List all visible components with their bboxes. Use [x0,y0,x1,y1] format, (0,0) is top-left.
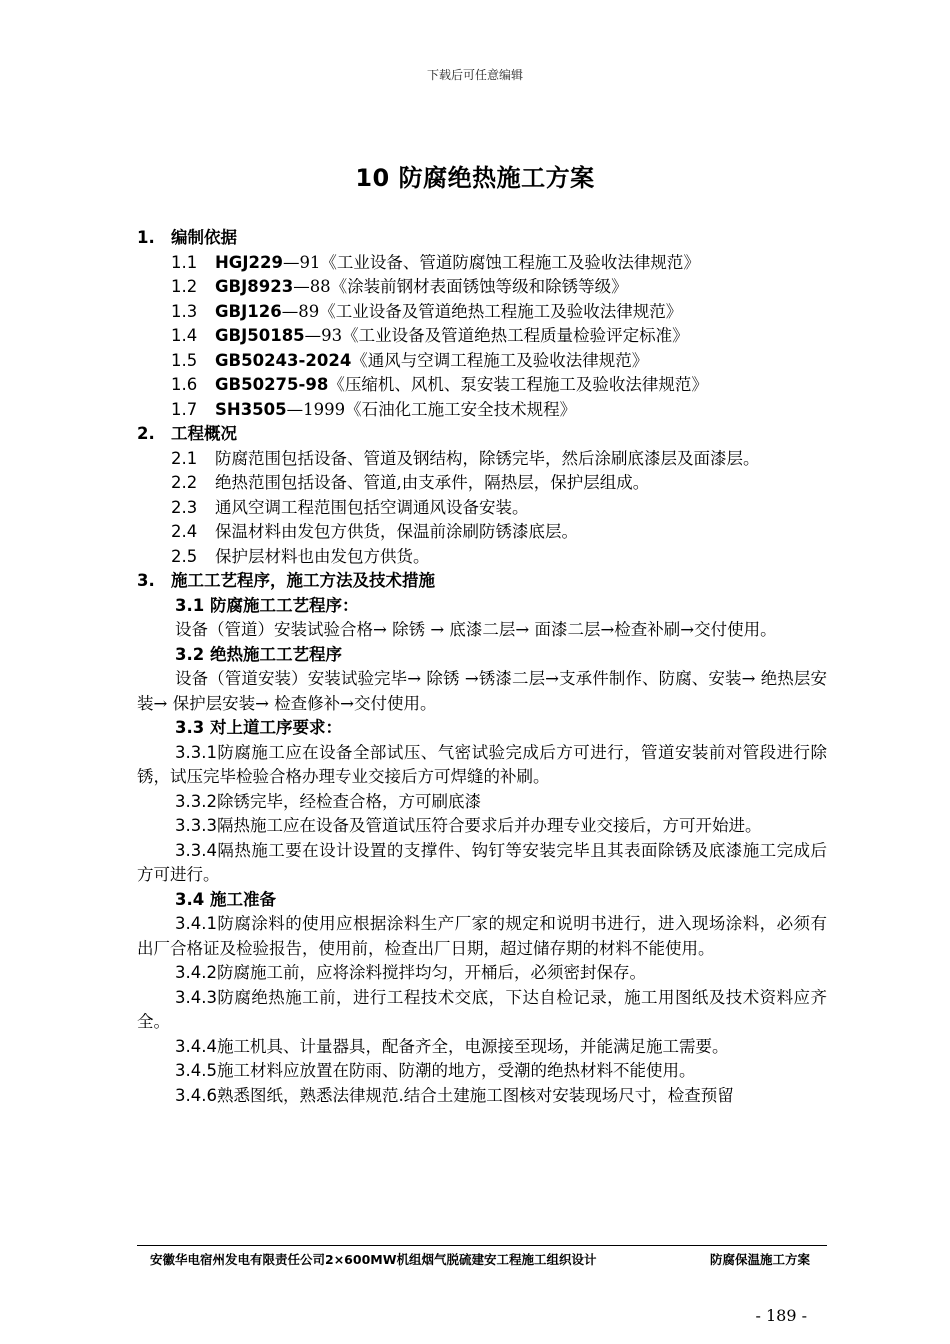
footer-divider [137,1245,827,1246]
paragraph-number: 3.3.1 [175,742,217,762]
item-text: 绝热范围包括设备、管道,由支承件，隔热层，保护层组成。 [215,473,650,492]
standard-title: —91《工业设备、管道防腐蚀工程施工及验收法律规范》 [282,252,700,272]
paragraph-text: 防腐涂料的使用应根据涂料生产厂家的规定和说明书进行，进入现场涂料，必须有出厂合格证及检验报告，使用前，检查出厂日期，超过储存期的材料不能使用。 [137,914,827,958]
list-item [137,300,827,325]
item-text [215,275,827,300]
subsection-3-2-heading: 3.2 绝热施工工艺程序 [175,644,342,664]
list-item [137,373,827,398]
item-number: 2.4 [171,522,198,541]
item-number: 1.2 [171,277,198,296]
paragraph-number: 3.3.4 [175,840,217,860]
paragraph-text: 熟悉图纸，熟悉法律规范.结合土建施工图核对安装现场尺寸，检查预留 [216,1085,734,1105]
numbered-paragraph [137,814,827,839]
item-number: 1.4 [171,326,198,345]
paragraph-number: 3.4.5 [175,1061,217,1080]
section-2-list [137,447,827,570]
numbered-paragraph [137,839,827,888]
standard-code: GBJ50185 [215,326,305,345]
item-text [215,251,827,276]
numbered-paragraph [137,1084,827,1109]
standard-title: —1999《石油化工施工安全技术规程》 [286,399,577,419]
item-text: 保护层材料也由发包方供货。 [215,546,430,566]
item-text: 保温材料由发包方供货，保温前涂刷防锈漆底层。 [215,522,578,541]
standard-code: GB50275-98 [215,375,329,394]
list-item [137,349,827,374]
list-item [137,447,827,472]
item-number: 1.6 [171,375,198,394]
page-number: - 189 - [755,1306,807,1325]
footer-doc-name: 防腐保温施工方案 [709,1252,810,1267]
paragraph-number: 3.4.1 [175,914,217,933]
paragraph-text: 隔热施工应在设备及管道试压符合要求后并办理专业交接后，方可开始进。 [216,816,762,835]
paragraph-text: 施工材料应放置在防雨、防潮的地方，受潮的绝热材料不能使用。 [216,1061,696,1080]
footer [150,1250,810,1268]
item-text [215,398,827,423]
item-text [215,349,827,374]
numbered-paragraph [137,790,827,815]
list-item [137,520,827,545]
subsection-3-1-heading: 3.1 防腐施工工艺程序： [175,595,359,615]
item-number: 1.3 [171,301,198,321]
paragraph-text: 施工机具、计量器具，配备齐全，电源接至现场，并能满足施工需要。 [216,1036,729,1056]
page-title: 10 防腐绝热施工方案 [355,164,595,192]
document-body [137,226,827,1108]
list-item [137,251,827,276]
paragraph-text: 防腐施工前，应将涂料搅拌均匀，开桶后，必须密封保存。 [216,963,646,982]
item-number: 2.2 [171,473,198,492]
standard-title: —89《工业设备及管道绝热工程施工及验收法律规范》 [281,301,683,321]
subsection-3-3-list [137,741,827,888]
item-number: 1.5 [171,350,198,370]
numbered-paragraph [137,1035,827,1060]
numbered-paragraph [137,912,827,961]
subsection-3-4-heading: 3.4 施工准备 [175,889,276,909]
paragraph-text: 防腐施工应在设备全部试压、气密试验完成后方可进行，管道安装前对管段进行除锈，试压完毕检验合格办理专业交接后方可焊缝的补刷。 [137,742,827,786]
subsection-3-4-list [137,912,827,1108]
paragraph-text: 防腐绝热施工前，进行工程技术交底，下达自检记录，施工用图纸及技术资料应齐全。 [137,987,827,1031]
item-number: 2.1 [171,448,198,468]
paragraph-number: 3.4.3 [175,987,217,1007]
standard-title: 《通风与空调工程施工及验收法律规范》 [351,350,649,370]
paragraph-text: 隔热施工要在设计设置的支撑件、钩钉等安装完毕且其表面除锈及底漆施工完成后方可进行。 [137,840,827,884]
header-note: 下载后可任意编辑 [426,68,523,82]
list-item [137,496,827,521]
item-text: 防腐范围包括设备、管道及钢结构，除锈完毕，然后涂刷底漆层及面漆层。 [215,448,760,468]
paragraph-number: 3.4.4 [175,1036,217,1056]
standard-code: SH3505 [215,399,287,419]
paragraph-number: 3.4.2 [175,963,217,982]
standard-title: 《压缩机、风机、泵安装工程施工及验收法律规范》 [328,375,708,394]
standard-title: —88《涂装前钢材表面锈蚀等级和除锈等级》 [293,277,628,296]
item-text: 通风空调工程范围包括空调通风设备安装。 [215,497,529,517]
standard-title: —93《工业设备及管道绝热工程质量检验评定标准》 [304,326,689,345]
list-item [137,545,827,570]
numbered-paragraph [137,1059,827,1084]
item-number: 1.7 [171,399,198,419]
item-number: 1.1 [171,252,198,272]
list-item [137,398,827,423]
paragraph-number: 3.4.6 [175,1085,217,1105]
standard-code: GBJ8923 [215,277,294,296]
standard-code: HGJ229 [215,252,283,272]
section-1-heading: 1. 编制依据 [137,228,237,247]
item-number: 2.3 [171,497,198,517]
paragraph-text: 除锈完毕，经检查合格，方可刷底漆 [216,791,481,811]
section-1-list [137,251,827,423]
subsection-3-1-text: 设备（管道）安装试验合格→ 除锈 → 底漆二层→ 面漆二层→检查补刷→交付使用。 [175,620,777,639]
item-number: 2.5 [171,546,198,566]
subsection-3-3-heading: 3.3 对上道工序要求： [175,718,342,737]
item-text [215,373,827,398]
standard-code: GB50243-2024 [215,350,352,370]
item-text [215,324,827,349]
numbered-paragraph [137,741,827,790]
list-item [137,275,827,300]
section-2-heading: 2. 工程概况 [137,424,237,443]
paragraph-number: 3.3.3 [175,816,217,835]
footer-project: 安徽华电宿州发电有限责任公司2×600MW机组烟气脱硫建安工程施工组织设计 [150,1252,597,1267]
list-item [137,324,827,349]
list-item [137,471,827,496]
section-3-heading: 3. 施工工艺程序，施工方法及技术措施 [137,571,435,590]
numbered-paragraph [137,986,827,1035]
item-text [215,300,827,325]
paragraph-number: 3.3.2 [175,791,217,811]
standard-code: GBJ126 [215,301,282,321]
numbered-paragraph [137,961,827,986]
subsection-3-2-text: 设备（管道安装）安装试验完毕→ 除锈 →锈漆二层→支承件制作、防腐、安装→ 绝热层安装→ 保护层安装→ 检查修补→交付使用。 [137,669,827,713]
